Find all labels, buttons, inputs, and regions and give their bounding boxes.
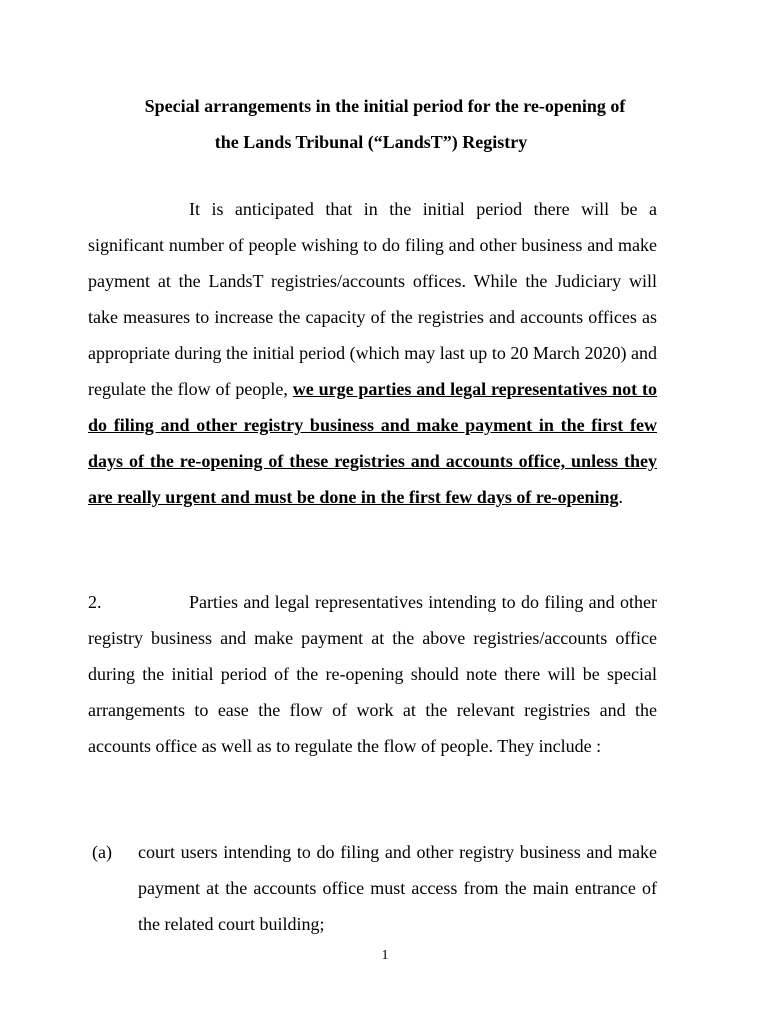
title-line-1: Special arrangements in the initial period for the re-opening of [144,96,626,116]
paragraph-1 [88,191,657,515]
paragraph-2-number: 2. [88,592,102,612]
paragraph-2 [88,584,657,764]
paragraph-1-end: . [618,487,623,507]
list-item-a-text: court users intending to do filing and other registry business and make payment at the accounts office must access from the main entrance of the related court building; [138,842,657,934]
list-item-a [88,834,657,942]
list-item-a-label: (a) [92,842,112,862]
paragraph-2-text: Parties and legal representatives intending to do filing and other registry business and make payment at the above registries/accounts office during the initial period of the re-opening should note there will be special arrangements to ease the flow of work at the relevant registries and the accounts office as well as to regulate the flow of people. They include : [88,592,657,756]
page-number: 1 [381,948,389,963]
document-title [0,88,770,160]
paragraph-1-text: It is anticipated that in the initial period there will be a significant number of people wishing to do filing and other business and make payment at the LandsT registries/accounts offices. While the Judiciary will take measures to increase the capacity of the registries and accounts offices as appropriate during the initial period (which may last up to 20 March 2020) and regulate the flow of people, [88,199,657,399]
title-line-2: the Lands Tribunal (“LandsT”) Registry [214,132,528,152]
paragraph-1-emphasis: we urge parties and legal representatives not to do filing and other registry business and make payment in the first few days of the re-opening of these registries and accounts office, unless they are really urgent and must be done in the first few days of re-opening [88,379,658,507]
